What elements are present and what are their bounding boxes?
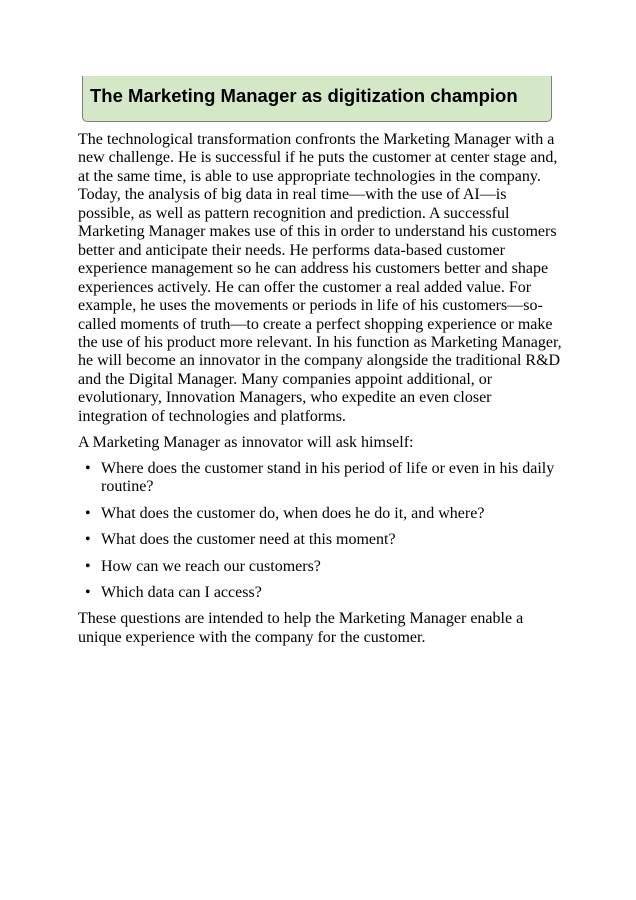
list-item [78, 558, 562, 576]
closing-paragraph: These questions are intended to help the Marketing Manager enable a unique experience with the company for the customer. [78, 610, 524, 646]
title-box [82, 76, 552, 122]
list-item [78, 460, 562, 497]
list-item [78, 584, 562, 602]
list-item-text: Which data can I access? [101, 583, 262, 601]
list-item [78, 505, 562, 523]
paragraph-main: The technological transformation confronts the Marketing Manager with a new challenge. He is successful if he puts the customer at center stage and, at the same time, is able to use appropriate technologies in the company. Today, the analysis of big data in real time—with the use of AI—is possible, as well as pattern recognition and prediction. A successful Marketing Manager makes use of this in order to understand his customers better and anticipate their needs. He performs data-based customer experience management so he can address his customers better and shape experiences actively. He can offer the customer a real added value. For example, he uses the movements or periods in life of his customers—so-called moments of truth—to create a perfect shopping experience or make the use of his product more relevant. In his function as Marketing Manager, he will become an innovator in the company alongside the traditional R&D and the Digital Manager. Many companies appoint additional, or evolutionary, Innovation Managers, who expedite an even closer integration of technologies and platforms. [78, 131, 562, 425]
list-item [78, 531, 562, 549]
list-item-text: What does the customer need at this moment? [101, 531, 396, 549]
bullet-icon: • [85, 583, 91, 601]
question-list [78, 460, 562, 603]
list-item-text: What does the customer do, when does he do it, and where? [101, 504, 485, 522]
bullet-icon: • [85, 504, 91, 522]
bullet-icon: • [85, 459, 91, 477]
list-intro: A Marketing Manager as innovator will ask himself: [78, 434, 414, 452]
box-title: The Marketing Manager as digitization champion [90, 85, 518, 106]
body-text [78, 131, 562, 647]
list-item-text: Where does the customer stand in his period of life or even in his daily routine? [101, 459, 555, 496]
bullet-icon: • [85, 557, 91, 575]
bullet-icon: • [85, 531, 91, 549]
list-item-text: How can we reach our customers? [101, 557, 321, 575]
